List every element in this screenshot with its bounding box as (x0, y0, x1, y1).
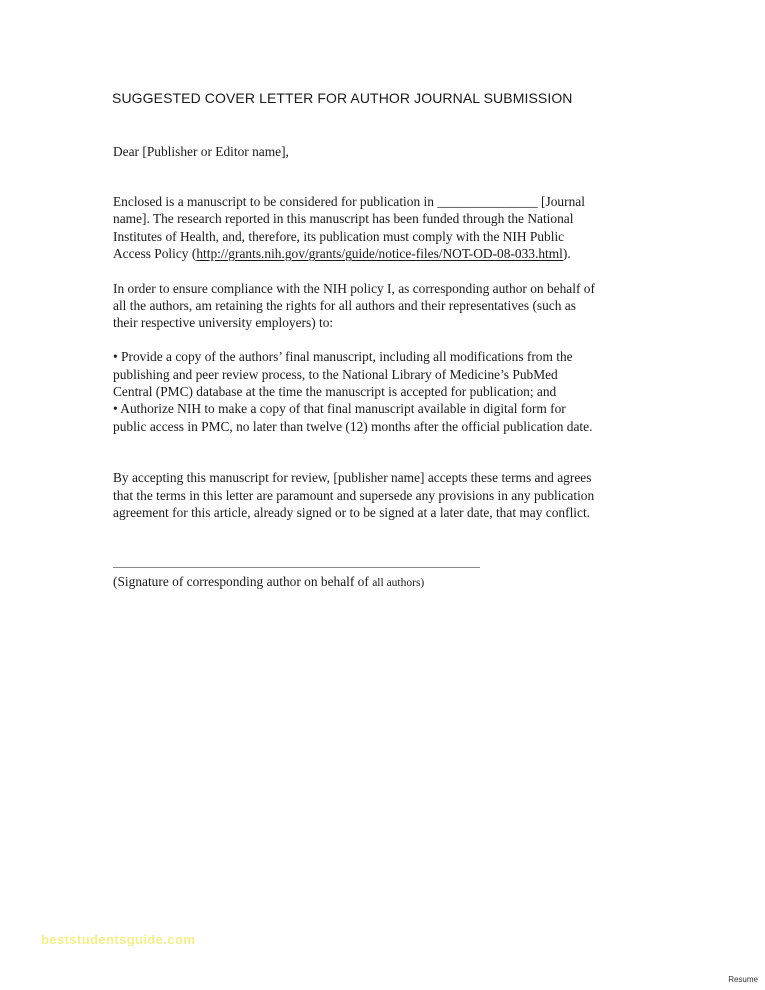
para3-line3: agreement for this article, already signed or to be signed at a later date, that may conflict. (113, 505, 591, 520)
para1-line4-prefix: Access Policy ( (113, 246, 197, 261)
bullet2-line1: • Authorize NIH to make a copy of that final manuscript available in digital form for (113, 401, 566, 416)
para3-line1: By accepting this manuscript for review, [publisher name] accepts these terms and agrees (113, 470, 592, 485)
signature-caption-small: all authors) (372, 577, 425, 589)
corner-label: Resume (728, 975, 758, 984)
para1-line4-suffix: ). (562, 246, 571, 261)
para3-line2: that the terms in this letter are paramount and supersede any provisions in any publication (113, 488, 595, 503)
para1-line3: Institutes of Health, and, therefore, its publication must comply with the NIH Public (113, 229, 565, 244)
para1-line2: name]. The research reported in this manuscript has been funded through the National (113, 211, 574, 226)
para2-line2: all the authors, am retaining the rights for all authors and their representatives (such as (113, 298, 576, 313)
nih-policy-link[interactable]: http://grants.nih.gov/grants/guide/notice-files/NOT-OD-08-033.html (196, 246, 563, 261)
bullet2-line2: public access in PMC, no later than twelve (12) months after the official publication date. (113, 419, 593, 434)
para1-line4 (113, 245, 571, 262)
salutation: Dear [Publisher or Editor name], (113, 144, 289, 159)
watermark-text: beststudentsguide.com (41, 932, 196, 947)
para1-line1: Enclosed is a manuscript to be considered for publication in _______________ [Journal (113, 194, 585, 209)
para2-line3: their respective university employers) to: (113, 315, 334, 330)
signature-caption-main: (Signature of corresponding author on behalf of (113, 574, 369, 589)
bullet1-line3: Central (PMC) database at the time the manuscript is accepted for publication; and (113, 384, 557, 399)
signature-line (113, 567, 480, 568)
letter-heading: SUGGESTED COVER LETTER FOR AUTHOR JOURNAL SUBMISSION (112, 90, 573, 106)
para2-line1: In order to ensure compliance with the NIH policy I, as corresponding author on behalf of (113, 281, 595, 296)
bullet1-line1: • Provide a copy of the authors’ final manuscript, including all modifications from the (113, 349, 573, 364)
bullet1-line2: publishing and peer review process, to the National Library of Medicine’s PubMed (113, 367, 558, 382)
signature-caption (113, 573, 424, 592)
